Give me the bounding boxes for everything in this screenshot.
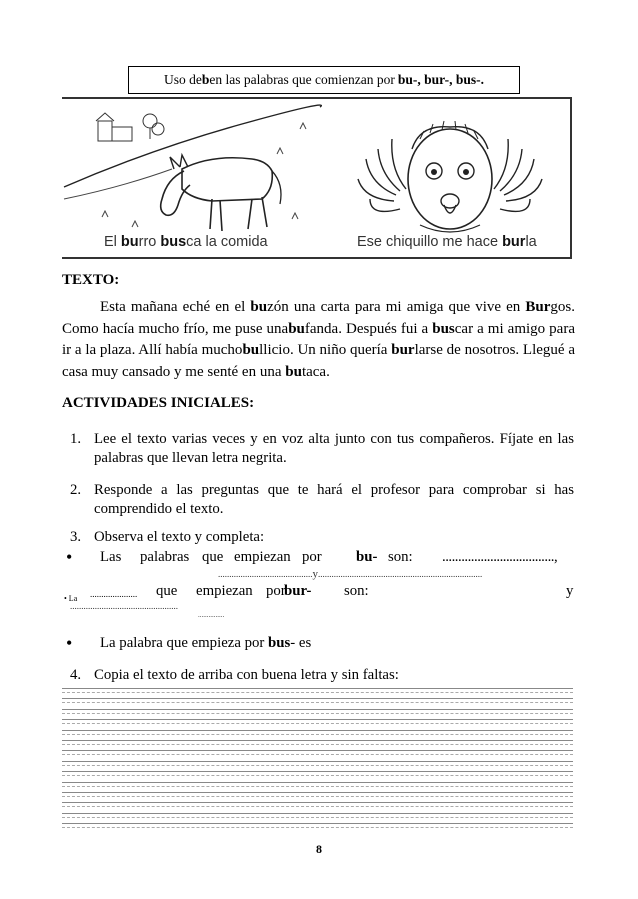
copy-line-guide (62, 796, 573, 797)
copy-line-guide (62, 786, 573, 787)
activity-item-2: 2. Responde a las preguntas que te hará el profesor para comprobar si has comprendido el texto. (70, 482, 574, 517)
answer-dotline-1[interactable]: ..........................................y......................................................................... (218, 568, 483, 580)
texto-paragraph: Esta mañana eché en el buzón una carta para mi amiga que vive en Burgos. Como hacía mucho frío, me puse unabufanda. Después fui a buscar a mi amigo para ir a la plaza. Allí había muchobullicio. Un niño quería burlarse de nosotros. Llegué a casa muy cansado y me senté en una butaca. (62, 299, 576, 380)
copy-line-guide (62, 817, 573, 818)
actividades-heading: ACTIVIDADES INICIALES: (62, 395, 255, 411)
copy-line[interactable] (62, 730, 573, 731)
answer-dotline-2b[interactable]: ............... (198, 611, 225, 619)
copy-line-guide (62, 713, 573, 714)
copy-line-guide (62, 723, 573, 724)
copy-line[interactable] (62, 813, 573, 814)
copy-line[interactable] (62, 688, 573, 689)
copy-line[interactable] (62, 802, 573, 803)
answer-dotline-2[interactable]: ................................................ (70, 601, 178, 611)
copy-line[interactable] (62, 698, 573, 699)
copy-line[interactable] (62, 750, 573, 751)
copy-line-guide (62, 744, 573, 745)
copy-line[interactable] (62, 719, 573, 720)
copy-line-guide (62, 775, 573, 776)
copy-line-guide (62, 702, 573, 703)
right-illustration-caption: Ese chiquillo me hace burla (357, 234, 537, 250)
copy-line-guide (62, 827, 573, 828)
worksheet-title: Uso de b en las palabras que comienzan por bu-, bur-, bus-. (128, 66, 520, 94)
copy-line-guide (62, 692, 573, 693)
activity-item-3: 3. Observa el texto y completa: (70, 529, 265, 545)
copy-line-guide (62, 734, 573, 735)
copy-line[interactable] (62, 709, 573, 710)
copy-line[interactable] (62, 823, 573, 824)
page-number: 8 (316, 842, 322, 856)
copy-line-guide (62, 806, 573, 807)
donkey-illustration (62, 99, 322, 249)
copy-line[interactable] (62, 782, 573, 783)
left-illustration-caption: El burro busca la comida (104, 234, 268, 250)
copy-line[interactable] (62, 740, 573, 741)
copy-line[interactable] (62, 771, 573, 772)
copy-line-guide (62, 765, 573, 766)
texto-heading: TEXTO: (62, 272, 120, 288)
copy-line-guide (62, 754, 573, 755)
activity-item-4: 4. Copia el texto de arriba con buena letra y sin faltas: (70, 667, 399, 683)
copy-line[interactable] (62, 761, 573, 762)
boy-face-illustration (330, 99, 570, 249)
activity-item-1: 1. Lee el texto varias veces y en voz alta junto con tus compañeros. Fíjate en las palabras que llevan letra negrita. (70, 431, 574, 466)
copy-line[interactable] (62, 792, 573, 793)
